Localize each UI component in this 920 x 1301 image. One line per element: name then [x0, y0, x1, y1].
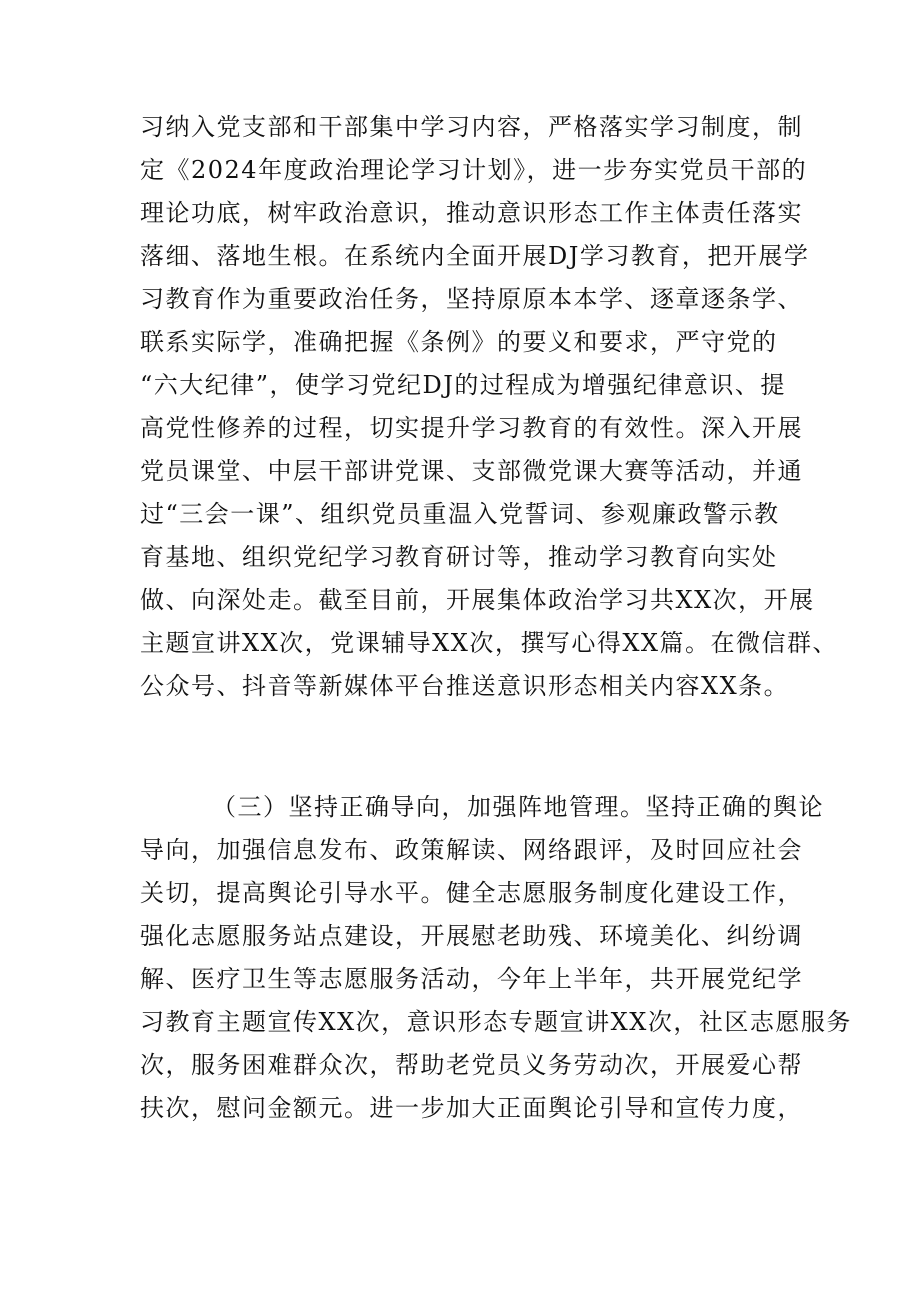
text-line: 习纳入党支部和干部集中学习内容，严格落实学习制度，制 — [140, 113, 803, 141]
text-line: “六大纪律”，使学习党纪DJ的过程成为增强纪律意识、提 — [140, 371, 786, 399]
text-line: 做、向深处走。截至目前，开展集体政治学习共XX次，开展 — [140, 586, 815, 614]
text-line: 落细、落地生根。在系统内全面开展DJ学习教育，把开展学 — [140, 242, 810, 270]
text-line: 育基地、组织党纪学习教育研讨等，推动学习教育向实处 — [140, 543, 778, 571]
text-line: 导向，加强信息发布、政策解读、网络跟评，及时回应社会 — [140, 836, 803, 864]
text-line: 过“三会一课”、组织党员重温入党誓词、参观廉政警示教 — [140, 500, 780, 528]
text-line: 主题宣讲XX次，党课辅导XX次，撰写心得XX篇。在微信群、 — [140, 629, 839, 657]
text-line: 习教育主题宣传XX次，意识形态专题宣讲XX次，社区志愿服务 — [140, 1008, 852, 1036]
text-line: 关切，提高舆论引导水平。健全志愿服务制度化建设工作， — [140, 879, 803, 907]
text-line: 强化志愿服务站点建设，开展慰老助残、环境美化、纠纷调 — [140, 922, 803, 950]
text-line: 次，服务困难群众次，帮助老党员义务劳动次，开展爱心帮 — [140, 1051, 803, 1079]
text-line: 扶次，慰问金额元。进一步加大正面舆论引导和宣传力度， — [140, 1094, 803, 1122]
text-line: 定《2024年度政治理论学习计划》，进一步夯实党员干部的 — [140, 156, 808, 184]
paragraph-1 — [140, 106, 839, 708]
text-line: 联系实际学，准确把握《条例》的要义和要求，严守党的 — [140, 328, 778, 356]
text-line: 党员课堂、中层干部讲党课、支部微党课大赛等活动，并通 — [140, 457, 803, 485]
text-line: 习教育作为重要政治任务，坚持原原本本学、逐章逐条学、 — [140, 285, 803, 313]
text-line: 理论功底，树牢政治意识，推动意识形态工作主体责任落实 — [140, 199, 803, 227]
paragraph-2 — [140, 786, 852, 1130]
section-heading-line: （三）坚持正确导向，加强阵地管理。坚持正确的舆论 — [212, 793, 824, 821]
text-line: 公众号、抖音等新媒体平台推送意识形态相关内容XX条。 — [140, 672, 790, 700]
text-line: 高党性修养的过程，切实提升学习教育的有效性。深入开展 — [140, 414, 803, 442]
text-line: 解、医疗卫生等志愿服务活动，今年上半年，共开展党纪学 — [140, 965, 803, 993]
